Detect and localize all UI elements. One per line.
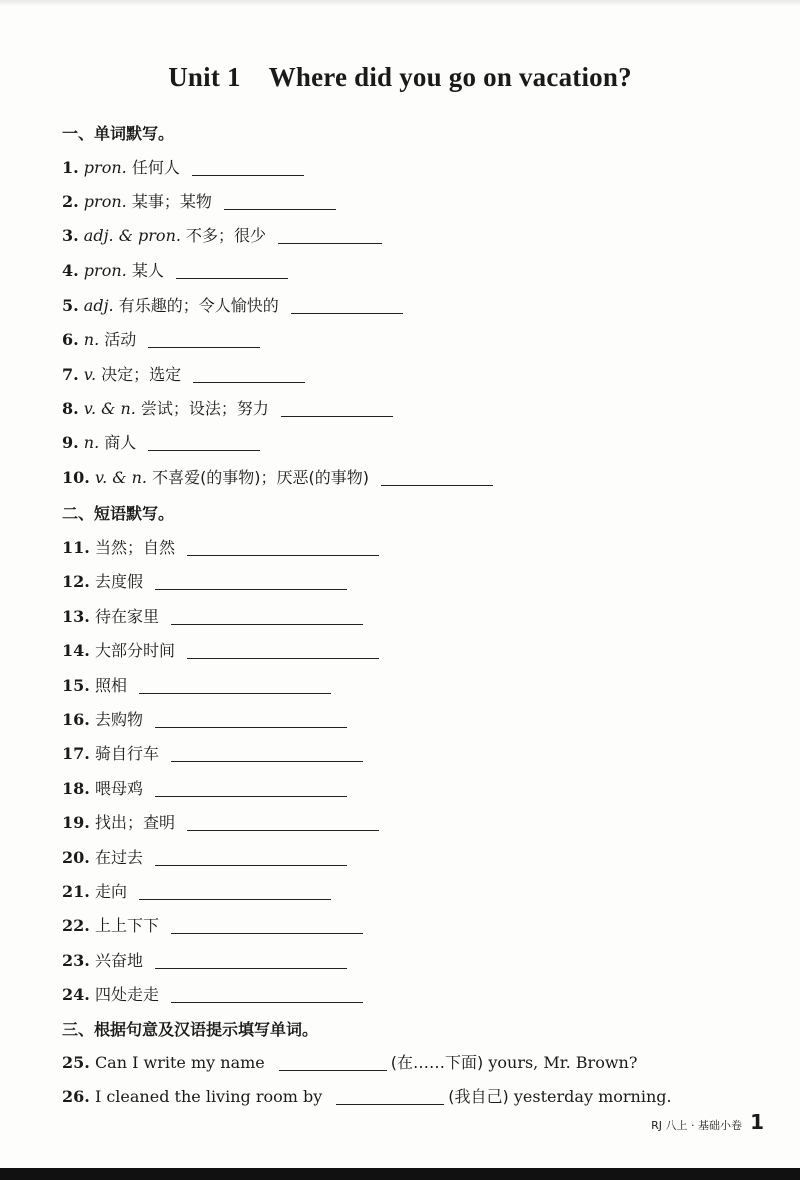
book-label: RJ 八上 · 基础小卷	[651, 1119, 742, 1132]
word-item	[62, 327, 260, 350]
part-of-speech: n.	[83, 433, 100, 452]
sentence-item	[62, 1050, 637, 1073]
unit-label: Unit 1	[168, 62, 241, 92]
answer-blank[interactable]	[291, 312, 403, 314]
word-item	[62, 258, 288, 281]
phrase-item	[62, 535, 379, 558]
word-item	[62, 430, 260, 453]
item-number: 24.	[62, 985, 90, 1004]
phrase-item	[62, 845, 347, 868]
chinese-phrase: 去购物	[94, 710, 143, 729]
part-of-speech: pron.	[83, 192, 127, 211]
chinese-phrase: 喂母鸡	[94, 779, 143, 798]
page-number: 1	[750, 1110, 764, 1134]
answer-blank[interactable]	[193, 381, 305, 383]
phrase-item	[62, 948, 347, 971]
chinese-meaning: 活动	[104, 330, 137, 349]
item-number: 14.	[62, 641, 90, 660]
sentence-item	[62, 1084, 672, 1107]
word-item	[62, 396, 393, 419]
phrase-item	[62, 707, 347, 730]
answer-blank[interactable]	[171, 1001, 363, 1003]
answer-blank[interactable]	[155, 588, 347, 590]
sentence-start: Can I write my name	[94, 1053, 265, 1072]
answer-blank[interactable]	[171, 932, 363, 934]
chinese-phrase: 四处走走	[94, 985, 159, 1004]
item-number: 16.	[62, 710, 90, 729]
phrase-item	[62, 638, 379, 661]
unit-question: Where did you go on vacation?	[268, 62, 632, 92]
word-item	[62, 155, 304, 178]
answer-blank[interactable]	[155, 795, 347, 797]
chinese-phrase: 兴奋地	[94, 951, 143, 970]
sentence-start: I cleaned the living room by	[94, 1087, 323, 1106]
phrase-item	[62, 982, 363, 1005]
chinese-meaning: 不喜爱(的事物)；厌恶(的事物)	[152, 468, 370, 487]
word-item	[62, 293, 403, 316]
chinese-meaning: 某事；某物	[131, 192, 212, 211]
part-of-speech: pron.	[83, 261, 127, 280]
part-of-speech: pron.	[83, 158, 127, 177]
word-item	[62, 465, 493, 488]
phrase-item	[62, 810, 379, 833]
phrase-item	[62, 776, 347, 799]
answer-blank[interactable]	[279, 1069, 387, 1071]
sentence-end: yesterday morning.	[513, 1087, 672, 1106]
chinese-meaning: 不多；很少	[186, 226, 267, 245]
item-number: 4.	[62, 261, 79, 280]
sentence-end: yours, Mr. Brown?	[488, 1053, 638, 1072]
answer-blank[interactable]	[278, 242, 382, 244]
answer-blank[interactable]	[171, 760, 363, 762]
phrase-item	[62, 569, 347, 592]
part-of-speech: v.	[83, 365, 97, 384]
chinese-meaning: 决定；选定	[101, 365, 182, 384]
chinese-phrase: 大部分时间	[94, 641, 175, 660]
section-3-heading: 三、根据句意及汉语提示填写单词。	[62, 1020, 319, 1039]
phrase-item	[62, 879, 331, 902]
answer-blank[interactable]	[187, 657, 379, 659]
part-of-speech: v. & n.	[94, 468, 147, 487]
part-of-speech: v. & n.	[83, 399, 136, 418]
item-number: 6.	[62, 330, 79, 349]
phrase-item	[62, 913, 363, 936]
answer-blank[interactable]	[187, 554, 379, 556]
item-number: 2.	[62, 192, 79, 211]
answer-blank[interactable]	[155, 967, 347, 969]
phrase-item	[62, 604, 363, 627]
answer-blank[interactable]	[192, 174, 304, 176]
chinese-phrase: 上上下下	[94, 916, 159, 935]
chinese-hint: (在……下面)	[390, 1053, 484, 1072]
word-item	[62, 223, 382, 246]
phrase-item	[62, 673, 331, 696]
chinese-phrase: 找出；查明	[94, 813, 175, 832]
item-number: 12.	[62, 572, 90, 591]
item-number: 20.	[62, 848, 90, 867]
item-number: 15.	[62, 676, 90, 695]
answer-blank[interactable]	[139, 898, 331, 900]
item-number: 18.	[62, 779, 90, 798]
item-number: 17.	[62, 744, 90, 763]
chinese-meaning: 任何人	[131, 158, 180, 177]
answer-blank[interactable]	[176, 277, 288, 279]
answer-blank[interactable]	[139, 692, 331, 694]
chinese-phrase: 待在家里	[94, 607, 159, 626]
chinese-meaning: 尝试；设法；努力	[140, 399, 269, 418]
item-number: 5.	[62, 296, 79, 315]
word-item	[62, 189, 336, 212]
chinese-phrase: 当然；自然	[94, 538, 175, 557]
item-number: 10.	[62, 468, 90, 487]
answer-blank[interactable]	[224, 208, 336, 210]
phrase-item	[62, 741, 363, 764]
item-number: 3.	[62, 226, 79, 245]
item-number: 25.	[62, 1053, 90, 1072]
item-number: 21.	[62, 882, 90, 901]
item-number: 7.	[62, 365, 79, 384]
item-number: 26.	[62, 1087, 90, 1106]
item-number: 9.	[62, 433, 79, 452]
part-of-speech: adj.	[83, 296, 114, 315]
chinese-meaning: 某人	[131, 261, 164, 280]
answer-blank[interactable]	[148, 449, 260, 451]
bottom-edge	[0, 1168, 800, 1180]
answer-blank[interactable]	[381, 484, 493, 486]
chinese-meaning: 商人	[104, 433, 137, 452]
item-number: 1.	[62, 158, 79, 177]
section-1-heading: 一、单词默写。	[62, 124, 175, 143]
item-number: 19.	[62, 813, 90, 832]
item-number: 8.	[62, 399, 79, 418]
answer-blank[interactable]	[281, 415, 393, 417]
word-item	[62, 362, 305, 385]
chinese-phrase: 走向	[94, 882, 127, 901]
answer-blank[interactable]	[148, 346, 260, 348]
answer-blank[interactable]	[187, 829, 379, 831]
part-of-speech: adj. & pron.	[83, 226, 181, 245]
chinese-phrase: 骑自行车	[94, 744, 159, 763]
answer-blank[interactable]	[336, 1103, 444, 1105]
page-title	[0, 62, 800, 93]
item-number: 23.	[62, 951, 90, 970]
chinese-hint: (我自己)	[448, 1087, 509, 1106]
top-edge	[0, 0, 800, 6]
item-number: 22.	[62, 916, 90, 935]
chinese-meaning: 有乐趣的；令人愉快的	[118, 296, 279, 315]
answer-blank[interactable]	[171, 623, 363, 625]
chinese-phrase: 去度假	[94, 572, 143, 591]
answer-blank[interactable]	[155, 726, 347, 728]
item-number: 13.	[62, 607, 90, 626]
chinese-phrase: 在过去	[94, 848, 143, 867]
part-of-speech: n.	[83, 330, 100, 349]
section-2-heading: 二、短语默写。	[62, 504, 175, 523]
chinese-phrase: 照相	[94, 676, 127, 695]
item-number: 11.	[62, 538, 90, 557]
answer-blank[interactable]	[155, 864, 347, 866]
